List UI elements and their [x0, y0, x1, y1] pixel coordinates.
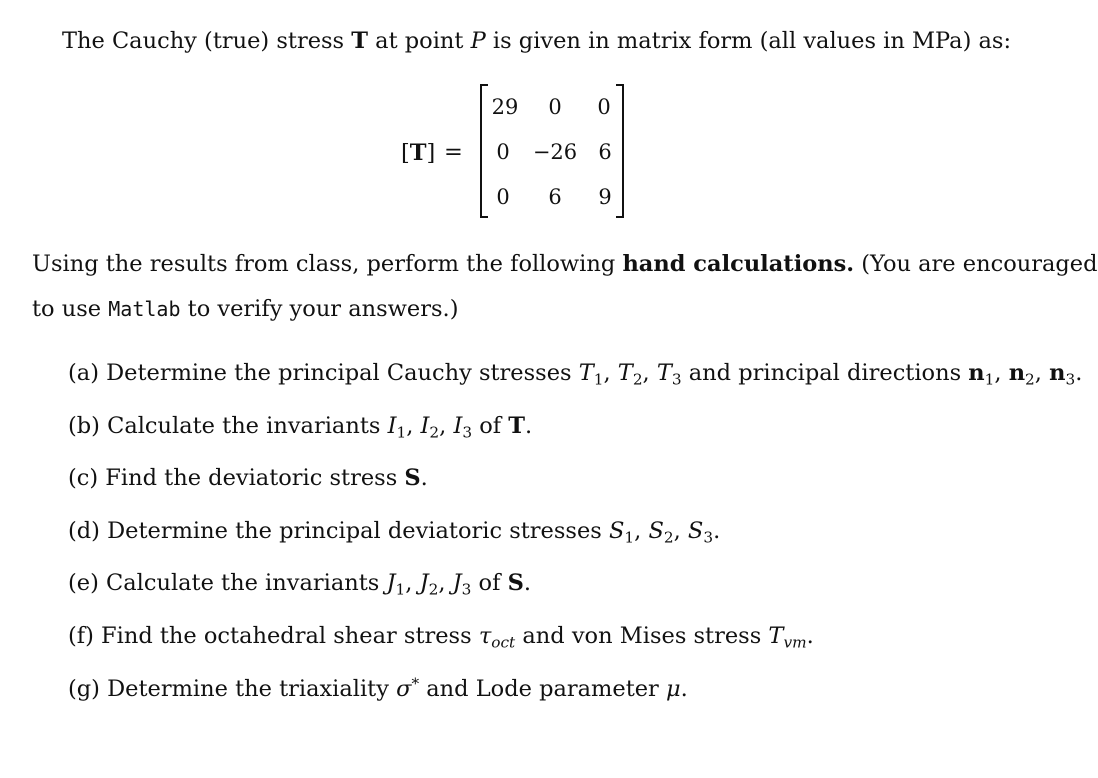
- intro-text-3: is given in matrix form (all values in MPa) as:: [485, 28, 1012, 54]
- part-f-text-2: and von Mises stress: [515, 623, 769, 649]
- instructions-line-1: [32, 253, 1098, 276]
- matrix-cell-r1c2: 0: [548, 95, 562, 119]
- label-bracket-open: [: [401, 140, 410, 166]
- matrix-cell-r3c1: 0: [496, 185, 510, 209]
- matrix-cell-r2c3: 6: [598, 140, 612, 164]
- instructions-text-1: Using the results from class, perform the following: [32, 251, 623, 277]
- matrix-cell-r2c2: −26: [532, 140, 578, 164]
- part-g: (g) Determine the triaxiality σ* and Lode parameter μ.: [68, 674, 688, 702]
- intro-text-1: The Cauchy (true) stress: [62, 28, 352, 54]
- part-d-text: (d) Determine the principal deviatoric stresses: [68, 518, 609, 544]
- stress-matrix: [480, 84, 624, 218]
- part-g-text-2: and Lode parameter: [419, 676, 666, 702]
- part-a: (a) Determine the principal Cauchy stresses $T_1$, $T_2$, $T_3$ and principal directions $n_1$, $n_2$, $n_3$.: [68, 360, 1083, 389]
- part-e: (e) Calculate the invariants $J_1$, $J_2$, $J_3$ of S.: [68, 570, 531, 599]
- part-a-text: (a) Determine the principal Cauchy stresses: [68, 360, 579, 386]
- matrix-cell-r3c3: 9: [598, 185, 612, 209]
- part-f-text: (f) Find the octahedral shear stress: [68, 623, 479, 649]
- equals-sign: =: [444, 139, 463, 165]
- part-e-text: (e) Calculate the invariants: [68, 570, 387, 596]
- instructions-text-2: (You are encouraged: [854, 251, 1098, 277]
- part-f: (f) Find the octahedral shear stress $\tau_{oct}$ and von Mises stress $T_{vm}$.: [68, 623, 814, 652]
- matrix-label: [401, 142, 435, 165]
- part-b-of: of: [472, 413, 509, 439]
- part-c: (c) Find the deviatoric stress S.: [68, 465, 428, 491]
- matrix-cell-r3c2: 6: [548, 185, 562, 209]
- matrix-cell-r1c3: 0: [597, 95, 611, 119]
- intro-text-2: at point: [368, 28, 471, 54]
- part-c-text: (c) Find the deviatoric stress: [68, 465, 405, 491]
- instructions-text-4: to verify your answers.): [180, 296, 459, 322]
- part-e-of: of: [471, 570, 508, 596]
- point-symbol-P: P: [470, 28, 486, 54]
- part-b: (b) Calculate the invariants $I_1$, $I_2$, $I_3$ of T.: [68, 413, 533, 442]
- hand-calculations-emphasis: hand calculations.: [622, 251, 855, 277]
- matlab-code-word: Matlab: [108, 297, 181, 321]
- matrix-cell-r1c1: 29: [491, 95, 519, 119]
- intro-sentence: [62, 30, 1011, 53]
- part-d: (d) Determine the principal deviatoric stresses $S_1$, $S_2$, $S_3$.: [68, 518, 721, 547]
- instructions-line-2: [32, 298, 458, 321]
- label-bracket-close: ]: [426, 140, 436, 166]
- instructions-text-3: to use: [32, 296, 109, 322]
- matrix-label-T: T: [409, 140, 427, 166]
- part-a-text-2: and principal directions: [681, 360, 969, 386]
- matrix-cell-r2c1: 0: [496, 140, 510, 164]
- stress-symbol-T: T: [351, 28, 369, 54]
- part-g-text: (g) Determine the triaxiality: [68, 676, 397, 702]
- part-b-text: (b) Calculate the invariants: [68, 413, 388, 439]
